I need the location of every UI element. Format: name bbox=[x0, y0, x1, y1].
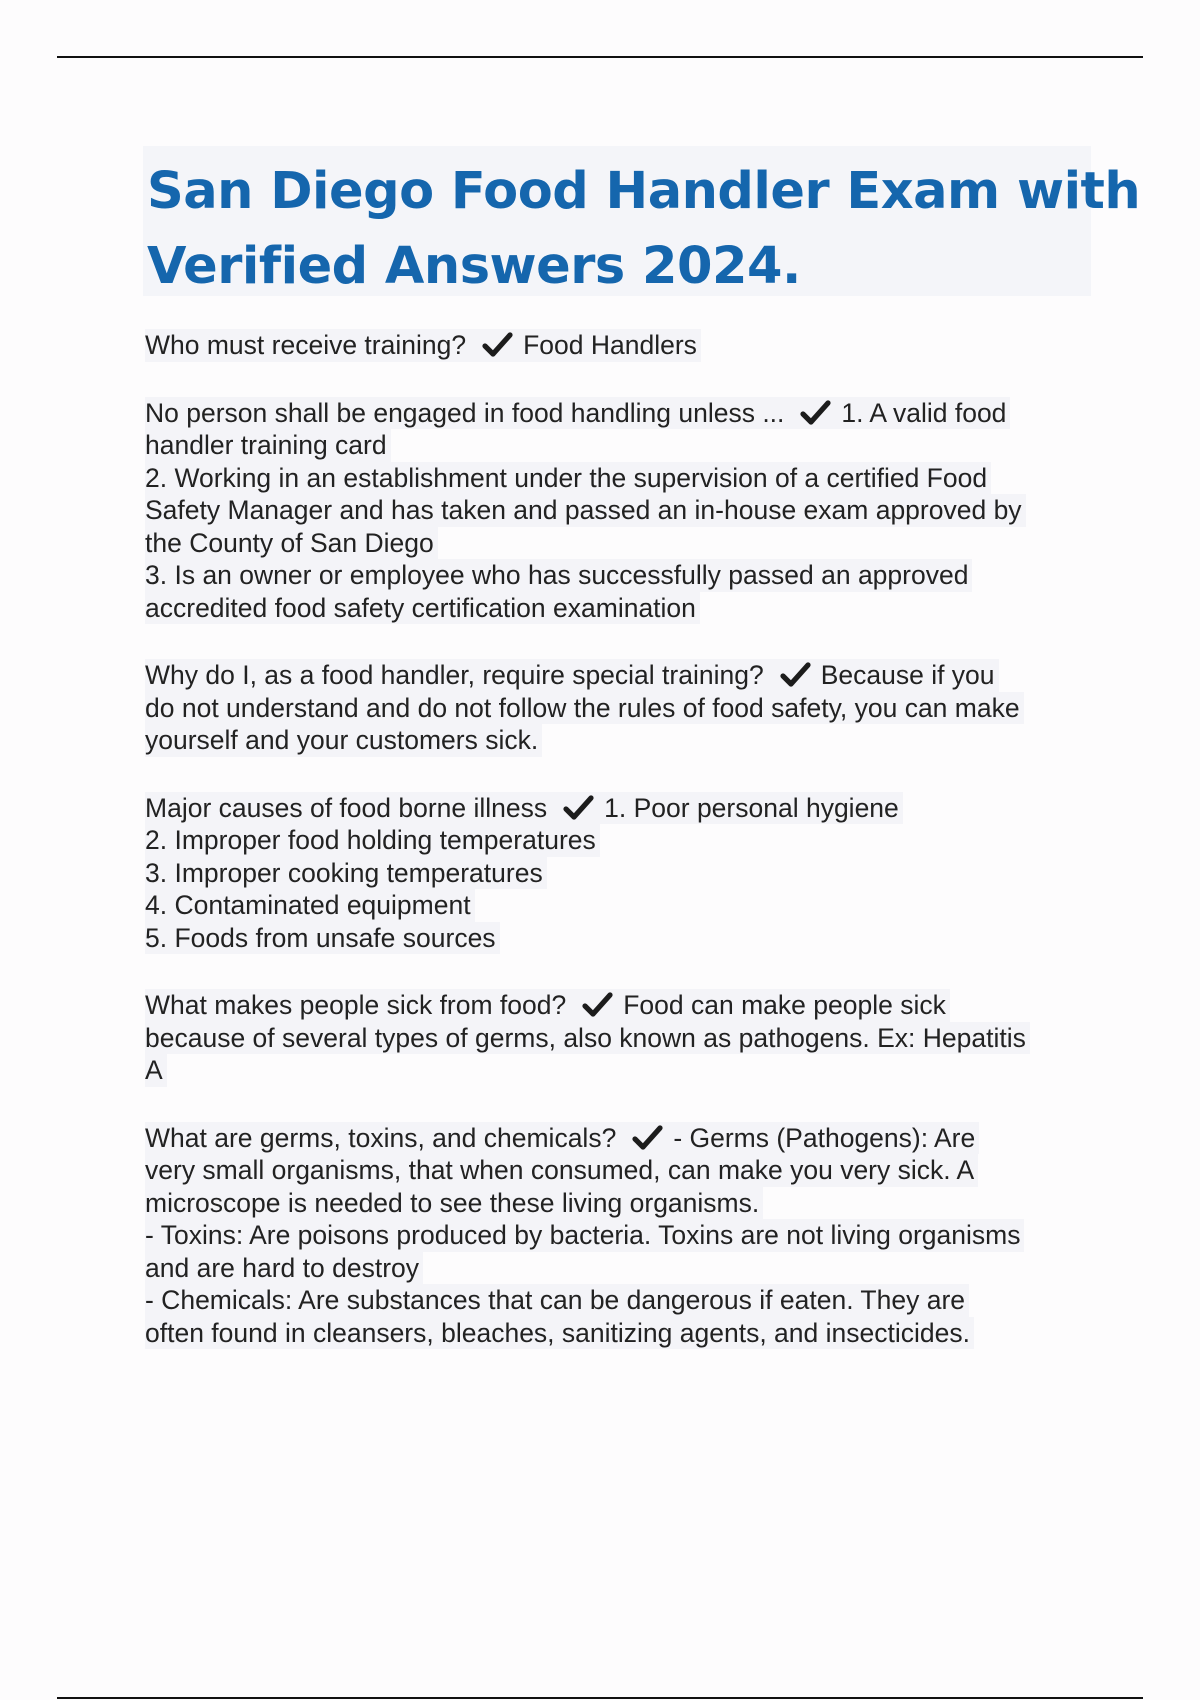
answer-text: Food Handlers bbox=[523, 330, 697, 360]
checkmark-icon bbox=[780, 662, 811, 688]
qa-first-line bbox=[145, 989, 950, 1022]
answer-line: Safety Manager and has taken and passed an in-house exam approved by bbox=[145, 494, 1026, 527]
answer-line: 5. Foods from unsafe sources bbox=[145, 922, 500, 955]
answer-line: often found in cleansers, bleaches, sanitizing agents, and insecticides. bbox=[145, 1317, 974, 1350]
answer-text: Because if you bbox=[820, 660, 995, 690]
answer-line: the County of San Diego bbox=[145, 527, 438, 560]
answer-line: 3. Is an owner or employee who has successfully passed an approved bbox=[145, 559, 972, 592]
qa-item bbox=[145, 1122, 1095, 1350]
question-text: Major causes of food borne illness bbox=[145, 792, 548, 823]
answer-line: do not understand and do not follow the rules of food safety, you can make bbox=[145, 692, 1024, 725]
document-title bbox=[147, 154, 1141, 304]
answer-line: handler training card bbox=[145, 429, 391, 462]
answer-text: Food can make people sick bbox=[623, 990, 946, 1020]
qa-first-line bbox=[145, 1122, 979, 1155]
checkmark-icon bbox=[800, 400, 831, 426]
answer-text: - Germs (Pathogens): Are bbox=[673, 1122, 976, 1153]
question-text: Who must receive training? bbox=[145, 330, 467, 360]
title-block bbox=[143, 146, 1141, 296]
checkmark-icon bbox=[632, 1125, 663, 1151]
qa-list bbox=[145, 329, 1095, 1384]
answer-line: very small organisms, that when consumed, can make you very sick. A bbox=[145, 1154, 978, 1187]
title-line-1: San Diego Food Handler Exam with bbox=[147, 162, 1141, 221]
answer-line: 2. Working in an establishment under the supervision of a certified Food bbox=[145, 462, 991, 495]
answer-line: yourself and your customers sick. bbox=[145, 724, 542, 757]
answer-line: accredited food safety certification examination bbox=[145, 592, 700, 625]
answer-line: 3. Improper cooking temperatures bbox=[145, 857, 547, 890]
qa-first-line bbox=[145, 659, 999, 692]
checkmark-icon bbox=[482, 332, 513, 358]
title-line-2: Verified Answers 2024. bbox=[147, 237, 801, 296]
top-rule bbox=[57, 56, 1143, 58]
answer-line: and are hard to destroy bbox=[145, 1252, 423, 1285]
qa-item bbox=[145, 659, 1095, 757]
answer-line: - Toxins: Are poisons produced by bacteria. Toxins are not living organisms bbox=[145, 1219, 1024, 1252]
qa-item bbox=[145, 397, 1095, 625]
bottom-rule bbox=[57, 1697, 1143, 1699]
answer-line: microscope is needed to see these living organisms. bbox=[145, 1187, 763, 1220]
qa-item bbox=[145, 329, 1095, 362]
answer-text: 1. A valid food bbox=[841, 397, 1007, 428]
answer-line: - Chemicals: Are substances that can be dangerous if eaten. They are bbox=[145, 1284, 969, 1317]
question-text: What makes people sick from food? bbox=[145, 990, 567, 1020]
answer-text: 1. Poor personal hygiene bbox=[604, 792, 899, 823]
question-text: Why do I, as a food handler, require special training? bbox=[145, 660, 764, 690]
qa-first-line bbox=[145, 329, 701, 362]
qa-first-line bbox=[145, 792, 903, 825]
qa-item bbox=[145, 989, 1095, 1087]
answer-line: 2. Improper food holding temperatures bbox=[145, 824, 600, 857]
answer-line: A bbox=[145, 1054, 167, 1087]
checkmark-icon bbox=[563, 795, 594, 821]
qa-item bbox=[145, 792, 1095, 955]
answer-line: because of several types of germs, also known as pathogens. Ex: Hepatitis bbox=[145, 1022, 1030, 1055]
question-text: No person shall be engaged in food handling unless ... bbox=[145, 397, 785, 428]
checkmark-icon bbox=[582, 992, 613, 1018]
question-text: What are germs, toxins, and chemicals? bbox=[145, 1122, 617, 1153]
answer-line: 4. Contaminated equipment bbox=[145, 889, 475, 922]
qa-first-line bbox=[145, 397, 1010, 430]
